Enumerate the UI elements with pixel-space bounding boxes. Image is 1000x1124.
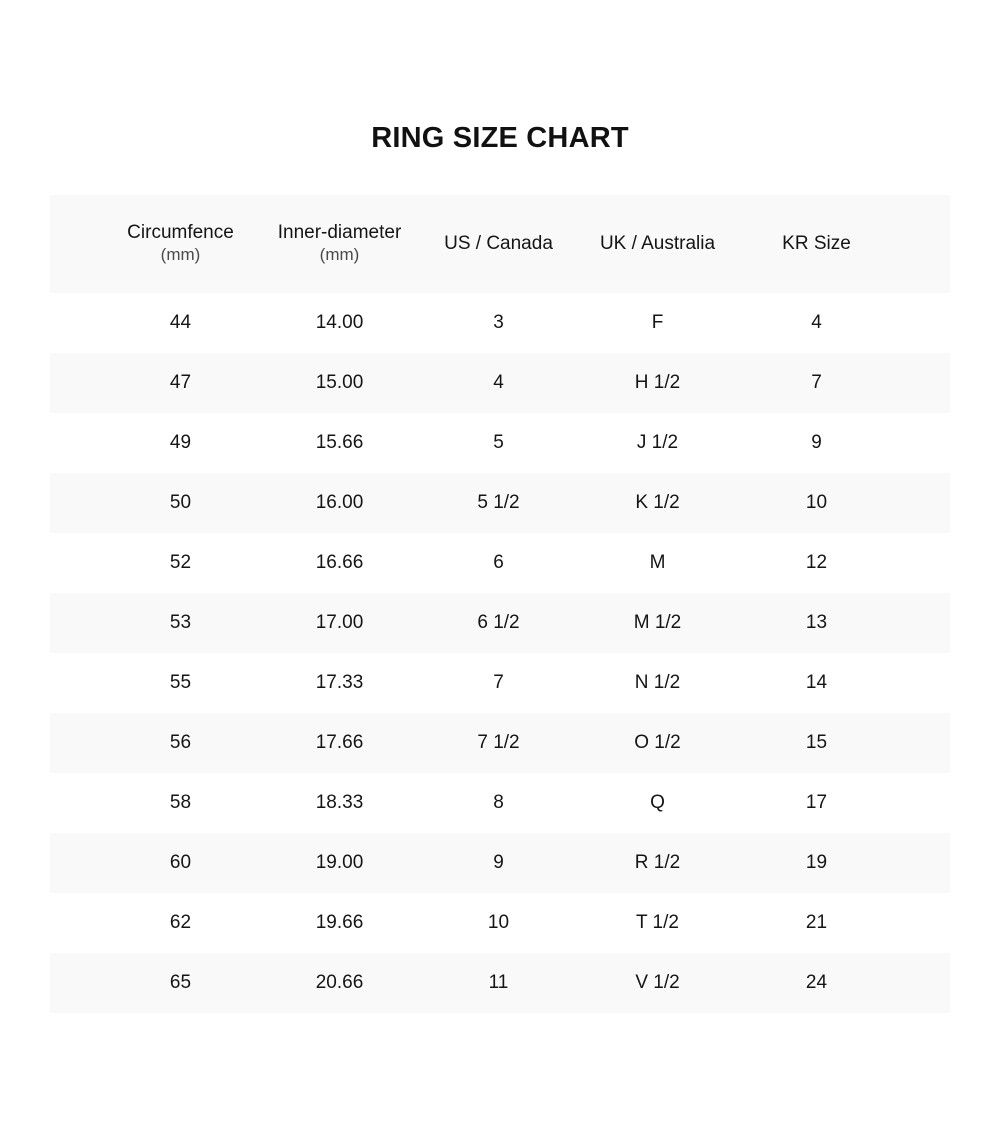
cell-circumference: 53 (169, 612, 192, 633)
cell-us-canada: 10 (487, 912, 510, 933)
cell-inner-diameter: 15.66 (315, 432, 364, 453)
header-kr-size (737, 233, 896, 255)
cell-uk-australia: Q (650, 792, 665, 813)
cell-circumference: 44 (169, 312, 192, 333)
header-uk-australia (578, 233, 737, 255)
page-title: RING SIZE CHART (371, 122, 629, 154)
table-row (50, 713, 950, 773)
cell-kr-size: 14 (805, 672, 828, 693)
header-circumference (101, 222, 260, 266)
cell-us-canada: 9 (493, 852, 504, 873)
header-inner-diameter (260, 222, 419, 266)
cell-circumference: 49 (169, 432, 192, 453)
cell-uk-australia: R 1/2 (634, 852, 681, 873)
cell-inner-diameter: 15.00 (315, 372, 364, 393)
cell-inner-diameter: 17.66 (315, 732, 364, 753)
cell-us-canada: 7 (493, 672, 504, 693)
cell-circumference: 55 (169, 672, 192, 693)
header-label: UK / Australia (599, 233, 716, 254)
cell-inner-diameter: 16.00 (315, 492, 364, 513)
table-row (50, 413, 950, 473)
cell-inner-diameter: 18.33 (315, 792, 364, 813)
cell-circumference: 65 (169, 972, 192, 993)
cell-circumference: 60 (169, 852, 192, 873)
cell-kr-size: 24 (805, 972, 828, 993)
cell-us-canada: 4 (493, 372, 504, 393)
table-row (50, 833, 950, 893)
cell-kr-size: 7 (811, 372, 822, 393)
header-unit: (mm) (160, 245, 201, 264)
cell-uk-australia: T 1/2 (636, 912, 679, 933)
table-row (50, 893, 950, 953)
header-unit: (mm) (319, 245, 360, 264)
cell-kr-size: 21 (805, 912, 828, 933)
cell-us-canada: 5 1/2 (477, 492, 520, 513)
cell-inner-diameter: 20.66 (315, 972, 364, 993)
cell-kr-size: 17 (805, 792, 828, 813)
header-label: US / Canada (444, 233, 553, 254)
cell-uk-australia: H 1/2 (634, 372, 681, 393)
table-row (50, 473, 950, 533)
cell-kr-size: 15 (805, 732, 828, 753)
cell-uk-australia: J 1/2 (636, 432, 679, 453)
table-row (50, 353, 950, 413)
header-label: KR Size (782, 233, 851, 254)
cell-kr-size: 12 (805, 552, 828, 573)
cell-inner-diameter: 17.00 (315, 612, 364, 633)
cell-us-canada: 7 1/2 (477, 732, 520, 753)
table-row (50, 593, 950, 653)
cell-inner-diameter: 19.00 (315, 852, 364, 873)
cell-uk-australia: F (651, 312, 664, 333)
cell-us-canada: 6 (493, 552, 504, 573)
cell-circumference: 52 (169, 552, 192, 573)
cell-kr-size: 10 (805, 492, 828, 513)
cell-kr-size: 13 (805, 612, 828, 633)
cell-kr-size: 9 (811, 432, 822, 453)
table-row (50, 953, 950, 1013)
cell-us-canada: 3 (493, 312, 504, 333)
cell-kr-size: 19 (805, 852, 828, 873)
cell-uk-australia: N 1/2 (634, 672, 681, 693)
cell-circumference: 50 (169, 492, 192, 513)
ring-size-table (50, 195, 950, 1013)
cell-inner-diameter: 14.00 (315, 312, 364, 333)
header-label: Circumfence (127, 222, 234, 243)
cell-inner-diameter: 16.66 (315, 552, 364, 573)
header-label: Inner-diameter (277, 222, 402, 243)
cell-uk-australia: M (649, 552, 666, 573)
table-row (50, 533, 950, 593)
cell-us-canada: 5 (493, 432, 504, 453)
cell-uk-australia: O 1/2 (634, 732, 681, 753)
cell-kr-size: 4 (811, 312, 822, 333)
cell-circumference: 47 (169, 372, 192, 393)
header-us-canada (419, 233, 578, 255)
cell-uk-australia: K 1/2 (635, 492, 680, 513)
cell-inner-diameter: 17.33 (315, 672, 364, 693)
cell-circumference: 56 (169, 732, 192, 753)
cell-us-canada: 8 (493, 792, 504, 813)
cell-circumference: 58 (169, 792, 192, 813)
cell-circumference: 62 (169, 912, 192, 933)
cell-us-canada: 11 (488, 972, 509, 993)
table-row (50, 653, 950, 713)
cell-us-canada: 6 1/2 (477, 612, 520, 633)
table-header-row (50, 195, 950, 293)
table-row (50, 773, 950, 833)
cell-uk-australia: V 1/2 (635, 972, 680, 993)
cell-inner-diameter: 19.66 (315, 912, 364, 933)
cell-uk-australia: M 1/2 (633, 612, 682, 633)
table-row (50, 293, 950, 353)
